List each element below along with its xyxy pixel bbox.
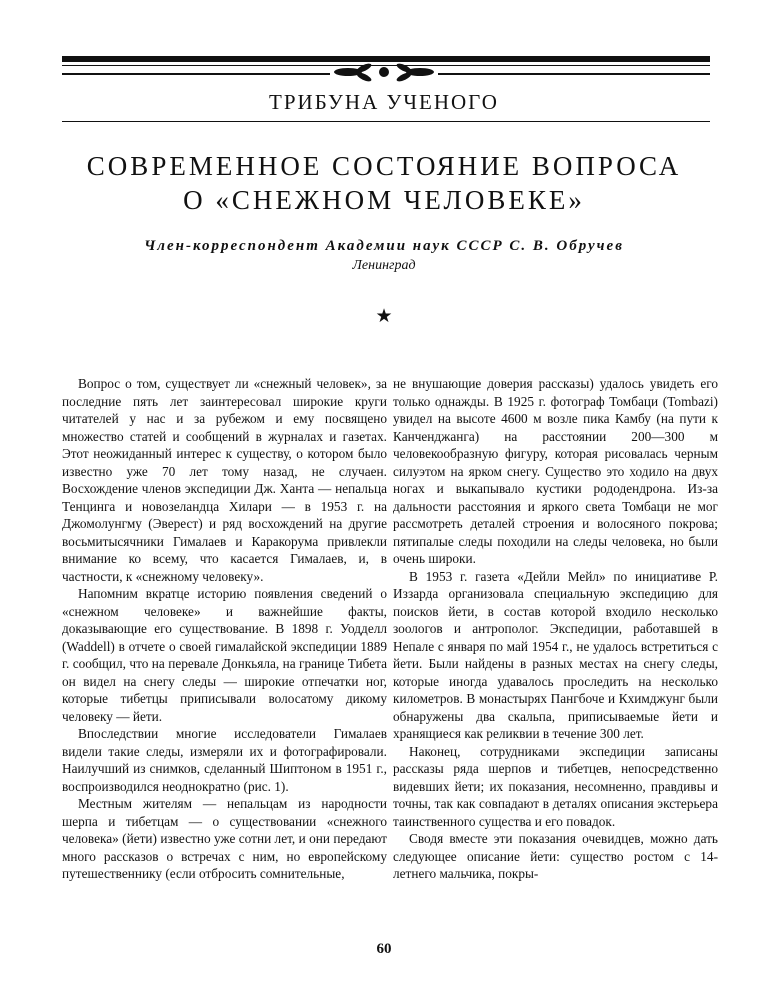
article-city: Ленинград xyxy=(352,258,416,273)
text-column-right xyxy=(393,375,718,935)
rubric-heading: ТРИБУНА УЧЕНОГО xyxy=(269,90,499,114)
star-separator-icon: ★ xyxy=(375,306,393,327)
paragraph: В 1953 г. газета «Дейли Мейл» по инициативе Р. Иззарда организовала специальную экспедицию для поисков йети, в состав которой входило несколько зоологов и антрополог. Экспедиции, работавшей в Непале с января по май 1954 г., не удалось встретиться с йети. Были найдены в разных местах на снегу следы, которые иногда удавалось проследить на несколько километров. В монастырях Пангбоче и Кхимджунг были обнаружены два скальпа, приписываемые йети и хранящиеся как реликвии в течение 300 лет. xyxy=(393,568,718,741)
page-number: 60 xyxy=(376,941,392,957)
article-author: Член-корреспондент Академии наук СССР С. В. Обручев xyxy=(144,238,624,254)
rubric-rule xyxy=(62,121,710,122)
paragraph: Сводя вместе эти показания очевидцев, можно дать следующее описание йети: существо ростом с 14-летнего мальчика, покры- xyxy=(393,831,718,881)
header-ornament-icon xyxy=(0,56,768,82)
article-title-line2: О «СНЕЖНОМ ЧЕЛОВЕКЕ» xyxy=(183,185,585,215)
paragraph: Впоследствии многие исследователи Гималаев видели такие следы, измеряли их и фотографировали. Наилучший из снимков, сделанный Шиптоном в 1951 г., воспроизводился неоднократно (рис. 1). xyxy=(62,726,387,794)
paragraph: Наконец, сотрудниками экспедиции записаны рассказы ряда шерпов и тибетцев, непосредственно видевших йети; их показания, несомненно, правдивы и точны, так как совпадают в деталях описания экстерьера таинственного существа и его повадок. xyxy=(393,743,718,829)
article-title-line1: СОВРЕМЕННОЕ СОСТОЯНИЕ ВОПРОСА xyxy=(86,151,682,181)
paragraph: не внушающие доверия рассказы) удалось увидеть его только однажды. В 1925 г. фотограф Томбаци (Tombazi) увидел на высоте 4600 м возле пика Камбу (на пути к Канченджанга) на расстоянии 200—300 м человекообразную фигуру, которая рисовалась черным силуэтом на ярком снегу. Существо это ходило на двух ногах и выкапывало кустики рододендрона. Из-за дальности расстояния и яркого света Томбаци не мог рассмотреть деталей строения и волосяного покрова; пятипалые следы походили на следы человека, но были очень широки. xyxy=(393,376,718,566)
paragraph: Местным жителям — непальцам из народности шерпа и тибетцам — о существовании «снежного человека» (йети) известно уже сотни лет, и они передают много рассказов о встречах с ним, но европейскому путешественнику (если отбросить сомнительные, xyxy=(62,796,387,881)
paragraph: Вопрос о том, существует ли «снежный человек», за последние пять лет заинтересовал широкие круги читателей у нас и за рубежом и ему посвящено множество статей и сообщений в журналах и газетах. Этот неожиданный интерес к существу, о котором было известно уже 70 лет тому назад, не случаен. Восхождение членов экспедиции Дж. Ханта — непальца Тенцинга и новозеландца Хилари — в 1953 г. на Джомолунгму (Эверест) и ряд восхождений на другие восьмитысячники Гималаев и Каракорума привлекли внимание ко всему, что касается Гималаев, и, в частности, к «снежному человеку». xyxy=(62,376,387,584)
paragraph: Напомним вкратце историю появления сведений о «снежном человеке» и важнейшие факты, доказывающие его существование. В 1898 г. Уодделл (Waddell) в отчете о своей гималайской экспедиции 1889 г. сообщил, что на перевале Донкьяла, на границе Тибета он видел на снегу следы — широкие отпечатки ног, которые тибетцы приписывали волосатому дикому человеку — йети. xyxy=(62,586,387,724)
text-column-left xyxy=(62,375,387,935)
